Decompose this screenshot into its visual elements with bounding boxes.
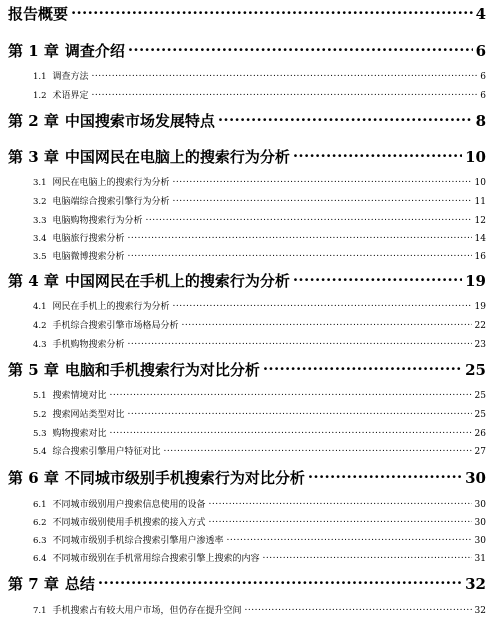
dot-leader <box>146 214 472 223</box>
chapter-page: 25 <box>465 361 486 379</box>
chapter-title: 不同城市级别手机搜索行为对比分析 <box>64 469 305 487</box>
chapter-page: 8 <box>475 112 486 130</box>
section-title: 手机购物搜索分析 <box>52 340 125 350</box>
section-page: 25 <box>474 410 486 420</box>
section-page: 31 <box>474 554 486 564</box>
section-number: 3.5 <box>33 252 47 262</box>
section-page: 30 <box>474 518 486 528</box>
section-number: 6.1 <box>33 500 47 510</box>
chapter-title: 中国网民在手机上的搜索行为分析 <box>64 272 290 290</box>
toc-chapter-2[interactable] <box>8 110 486 131</box>
dot-leader <box>263 552 472 561</box>
section-number: 6.2 <box>33 518 47 528</box>
dot-leader <box>92 70 478 79</box>
dot-leader <box>128 41 473 56</box>
section-title: 电脑旅行搜索分析 <box>52 234 125 244</box>
section-title: 不同城市级别在手机常用综合搜索引擎上搜索的内容 <box>52 554 260 564</box>
section-page: 12 <box>474 216 486 226</box>
section-number: 7.1 <box>33 606 47 616</box>
section-number: 6.3 <box>33 536 47 546</box>
section-number: 3.3 <box>33 216 47 226</box>
section-title: 术语界定 <box>52 91 89 101</box>
dot-leader <box>209 498 472 507</box>
toc-chapter-4[interactable] <box>8 270 486 291</box>
toc-section-4-2[interactable] <box>33 318 486 331</box>
chapter-number: 第 4 章 <box>8 272 59 290</box>
dot-leader <box>110 427 472 436</box>
toc-section-6-3[interactable] <box>33 533 486 546</box>
toc-section-3-3[interactable] <box>33 213 486 226</box>
dot-leader <box>173 176 472 185</box>
toc-section-6-1[interactable] <box>33 497 486 510</box>
section-page: 27 <box>474 447 486 457</box>
chapter-page: 10 <box>465 148 486 166</box>
toc-chapter-6[interactable] <box>8 467 486 488</box>
section-page: 19 <box>474 302 486 312</box>
toc-section-4-1[interactable] <box>33 299 486 312</box>
chapter-title: 电脑和手机搜索行为对比分析 <box>64 361 260 379</box>
chapter-number: 第 7 章 <box>8 575 59 593</box>
section-page: 16 <box>474 252 486 262</box>
dot-leader <box>209 516 472 525</box>
section-page: 14 <box>474 234 486 244</box>
section-title: 不同城市级别使用手机搜索的接入方式 <box>52 518 206 528</box>
section-title: 搜索网站类型对比 <box>52 410 125 420</box>
section-page: 26 <box>474 429 486 439</box>
section-number: 4.2 <box>33 321 47 331</box>
dot-leader <box>227 534 472 543</box>
section-number: 5.4 <box>33 447 47 457</box>
section-number: 1.2 <box>33 91 47 101</box>
chapter-page: 19 <box>465 272 486 290</box>
dot-leader <box>128 250 472 259</box>
toc-section-5-4[interactable] <box>33 444 486 457</box>
toc-section-5-3[interactable] <box>33 426 486 439</box>
toc-entry-title: 报告概要 <box>8 5 69 23</box>
dot-leader <box>98 574 462 589</box>
toc-section-5-2[interactable] <box>33 407 486 420</box>
dot-leader <box>128 338 472 347</box>
dot-leader <box>263 360 462 375</box>
toc-entry-overview[interactable] <box>8 3 486 24</box>
dot-leader <box>128 232 472 241</box>
chapter-page: 30 <box>465 469 486 487</box>
chapter-number: 第 1 章 <box>8 42 59 60</box>
section-number: 1.1 <box>33 72 47 82</box>
dot-leader <box>164 445 472 454</box>
dot-leader <box>308 468 462 483</box>
section-title: 手机综合搜索引擎市场格局分析 <box>52 321 179 331</box>
dot-leader <box>128 408 472 417</box>
toc-section-1-2[interactable] <box>33 88 486 101</box>
section-page: 22 <box>474 321 486 331</box>
toc-chapter-3[interactable] <box>8 146 486 167</box>
section-title: 网民在手机上的搜索行为分析 <box>52 302 170 312</box>
toc-chapter-1[interactable] <box>8 40 486 61</box>
toc-entry-page: 4 <box>475 5 486 23</box>
toc-section-5-1[interactable] <box>33 388 486 401</box>
section-title: 电脑微博搜索分析 <box>52 252 125 262</box>
section-title: 电脑端综合搜索引擎行为分析 <box>52 197 170 207</box>
chapter-number: 第 3 章 <box>8 148 59 166</box>
section-number: 3.1 <box>33 178 47 188</box>
section-title: 电脑购物搜索行为分析 <box>52 216 143 226</box>
section-page: 30 <box>474 536 486 546</box>
dot-leader <box>293 271 462 286</box>
toc-section-3-1[interactable] <box>33 175 486 188</box>
section-page: 6 <box>480 72 486 82</box>
dot-leader <box>218 111 473 126</box>
chapter-title: 总结 <box>64 575 95 593</box>
section-title: 手机搜索占有较大用户市场，但仍存在提升空间 <box>52 606 242 616</box>
section-page: 32 <box>474 606 486 616</box>
toc-section-3-4[interactable] <box>33 231 486 244</box>
section-page: 23 <box>474 340 486 350</box>
toc-section-6-2[interactable] <box>33 515 486 528</box>
section-number: 3.4 <box>33 234 47 244</box>
section-title: 不同城市级别手机综合搜索引擎用户渗透率 <box>52 536 224 546</box>
dot-leader <box>173 300 472 309</box>
toc-section-7-1[interactable] <box>33 603 486 616</box>
section-number: 5.2 <box>33 410 47 420</box>
section-page: 25 <box>474 391 486 401</box>
dot-leader <box>293 147 462 162</box>
section-page: 6 <box>480 91 486 101</box>
section-page: 30 <box>474 500 486 510</box>
section-page: 11 <box>474 197 486 207</box>
section-title: 综合搜索引擎用户特征对比 <box>52 447 161 457</box>
dot-leader <box>245 604 472 613</box>
chapter-number: 第 2 章 <box>8 112 59 130</box>
dot-leader <box>92 89 478 98</box>
section-number: 3.2 <box>33 197 47 207</box>
chapter-title: 中国网民在电脑上的搜索行为分析 <box>64 148 290 166</box>
section-number: 5.3 <box>33 429 47 439</box>
section-page: 10 <box>474 178 486 188</box>
toc-section-3-2[interactable] <box>33 194 486 207</box>
section-title: 购物搜索对比 <box>52 429 107 439</box>
chapter-number: 第 6 章 <box>8 469 59 487</box>
section-number: 5.1 <box>33 391 47 401</box>
toc-section-4-3[interactable] <box>33 337 486 350</box>
section-title: 调查方法 <box>52 72 89 82</box>
section-title: 网民在电脑上的搜索行为分析 <box>52 178 170 188</box>
chapter-page: 6 <box>475 42 486 60</box>
toc-chapter-5[interactable] <box>8 359 486 380</box>
section-title: 不同城市级别用户搜索信息使用的设备 <box>52 500 206 510</box>
dot-leader <box>173 195 472 204</box>
toc-chapter-7[interactable] <box>8 573 486 594</box>
toc-section-3-5[interactable] <box>33 249 486 262</box>
section-number: 6.4 <box>33 554 47 564</box>
dot-leader <box>182 319 472 328</box>
section-number: 4.3 <box>33 340 47 350</box>
toc-section-1-1[interactable] <box>33 69 486 82</box>
dot-leader <box>71 4 473 19</box>
chapter-page: 32 <box>465 575 486 593</box>
section-number: 4.1 <box>33 302 47 312</box>
chapter-number: 第 5 章 <box>8 361 59 379</box>
section-title: 搜索情境对比 <box>52 391 107 401</box>
chapter-title: 中国搜索市场发展特点 <box>64 112 215 130</box>
chapter-title: 调查介绍 <box>64 42 125 60</box>
toc-section-6-4[interactable] <box>33 551 486 564</box>
dot-leader <box>110 389 472 398</box>
